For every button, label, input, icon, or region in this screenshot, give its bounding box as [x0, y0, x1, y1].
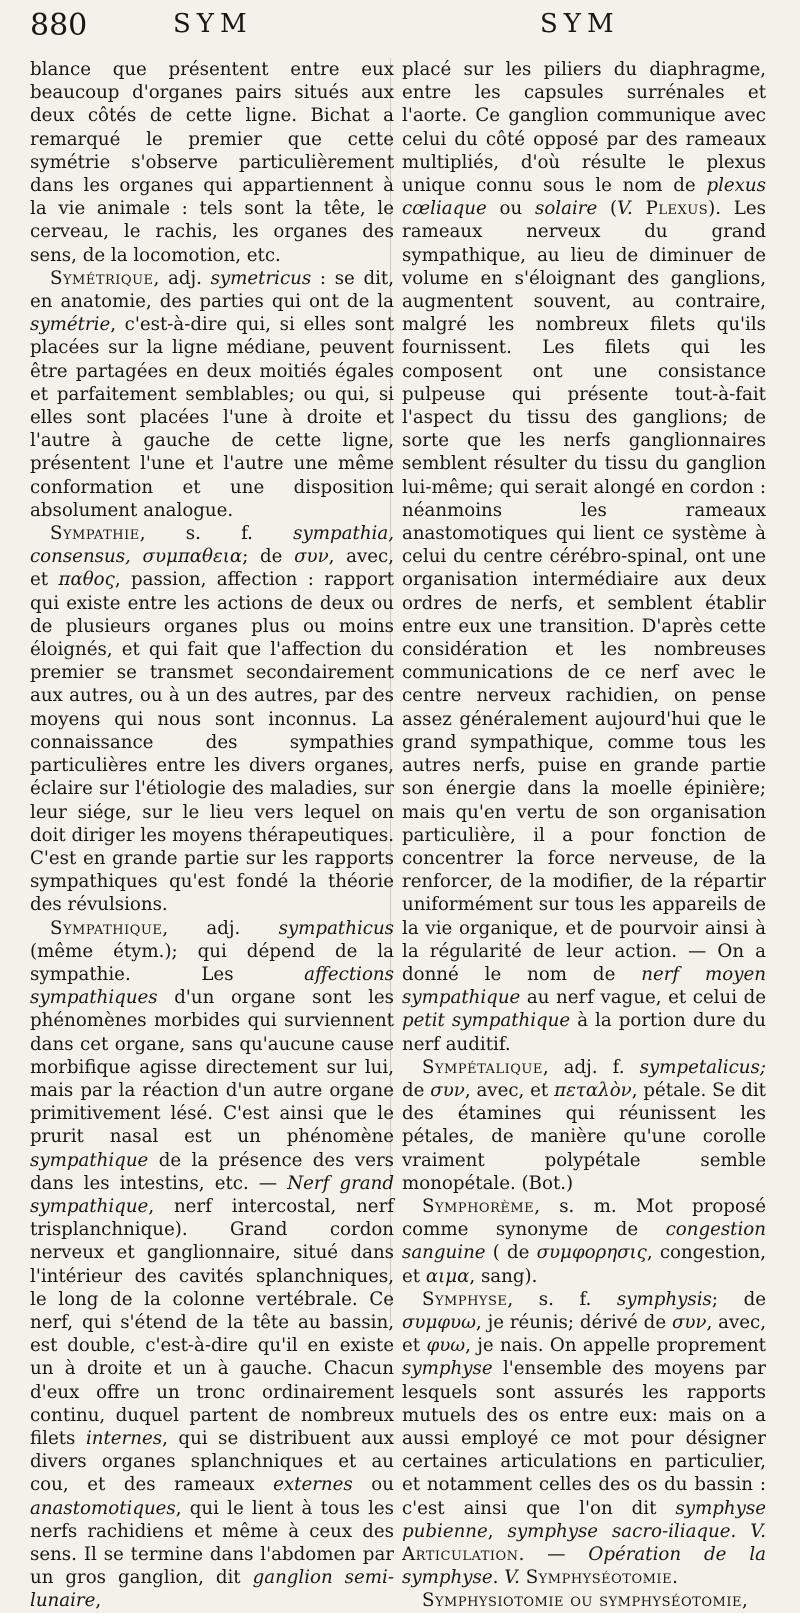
greek-term: συμπαθεια [142, 546, 243, 568]
italic-term: internes [85, 1427, 163, 1449]
italic-term: anastomotiques [30, 1497, 176, 1519]
latin-term: symphysis [616, 1288, 712, 1310]
page-number: 880 [30, 8, 88, 43]
greek-term: συν [294, 546, 329, 568]
entry-headword: Symphorème [422, 1195, 535, 1217]
latin-term: sympathia, consensus, [30, 523, 394, 568]
entry-symetrique: Symétrique, adj. symetricus : se dit, en anatomie, des parties qui ont de la symétrie, c'est-à-dire qui, si elles sont placées sur la ligne médiane, peuvent être partagées en deux moitiés égales et parfaitement semblables; ou qui, si elles sont placées l'une à droite et l'autre à gauche de cette ligne, présentent l'une et l'autre une même conformation et une disposition absolument analogue. [30, 267, 394, 521]
greek-term: φυω [426, 1335, 466, 1357]
italic-term: Nerf grand sympathique [30, 1172, 394, 1217]
cross-term: symétrie [30, 314, 111, 336]
italic-term: Opération de la symphyse [402, 1544, 766, 1589]
italic-term: congestion sanguine [402, 1219, 766, 1264]
entry-continuation: placé sur les piliers du diaphragme, entre les capsules surrénales et l'aorte. Ce ganglion communique avec celui du côté opposé par des rameaux multipliés, d'où résulte le plexus unique connu sous le nom de plexus cœliaque ou solaire (V. Plexus). Les rameaux nerveux du grand sympathique, au lieu de diminuer de volume en s'éloignant des ganglions, augmentent souvent, au contraire, malgré les nombreux filets qu'ils fournissent. Les filets qui les composent ont une consistance pulpeuse qui présente tout-à-fait l'aspect du tissu des ganglions; de sorte que les nerfs ganglionnaires semblent résulter du tissu du ganglion lui-même; qui serait alongé en cordon : néanmoins les rameaux anastomotiques qui lient ce système à celui du centre cérébro-spinal, ont une organisation intermédiaire aux deux ordres de nerfs, et semblent établir entre eux une transition. D'après cette considération et les nombreuses communications de ce nerf avec le centre nerveux rachidien, on pense assez généralement aujourd'hui que le grand sympathique, comme tous les autres nerfs, puise en grande partie son énergie dans la moelle épinière; mais qu'en vertu de son organisation particulière, il a pour fonction de concentrer la force nerveuse, de la renforcer, de la modifier, de la répartir uniformément sur tous les appareils de la vie organique, et de pourvoir ainsi à la régularité de leur action. — On a donné le nom de nerf moyen sympathique au nerf vague, et celui de petit sympathique à la portion dure du nerf auditif. [402, 59, 766, 1055]
italic-term: solaire [535, 198, 598, 220]
entry-symphyse: Symphyse, s. f. symphysis; de συμφυω, je réunis; dérivé de συν, avec, et φυω, je nais. On appelle proprement symphyse l'ensemble des moyens par lesquels sont assurés les rapports mutuels des os entre eux: mais on a aussi employé ce mot pour désigner certaines articulations en particulier, et notamment celles des os du bassin : c'est ainsi que l'on dit symphyse pubienne, symphyse sacro-iliaque. V. Articulation. — Opération de la symphyse. V. Symphyséotomie. [402, 1288, 766, 1589]
greek-term: συν [671, 1311, 707, 1333]
italic-term: symphyse pubienne [402, 1497, 766, 1542]
italic-term: externes [273, 1474, 353, 1496]
greek-term: αιμα [425, 1265, 470, 1287]
running-head-left: SYM [173, 9, 253, 39]
italic-term: ganglion semi-lunaire [30, 1567, 394, 1612]
entry-symphoreme: Symphorème, s. m. Mot proposé comme synonyme de congestion sanguine ( de συμφορησις, congestion, et αιμα, sang). [402, 1195, 766, 1287]
entry-symphysiotomie [402, 1589, 766, 1612]
latin-term: sympathicus [278, 917, 394, 939]
entry-text: blance que présentent entre eux beaucoup d'organes pairs situés aux deux côtés de cette ligne. Bichat a remarqué le premier que cette symétrie s'observe particulièrement dans les organes qui appartiennent à la vie animale : tels sont la tête, le cerveau, le rachis, les organes des sens, de la locomotion, etc. [30, 59, 394, 266]
italic-term: nerf moyen sympathique [402, 963, 766, 1009]
entry-sympathie: Sympathie, s. f. sympathia, consensus, συμπαθεια; de συν, avec, et παθος, passion, affection : rapport qui existe entre les actions de deux ou de plusieurs organes plus ou moins éloignés, et qui fait que l'affection du premier se transmet secondairement aux autres, ou à un des autres, par des moyens qui nous sont inconnus. La connaissance des sympathies particulières entre les divers organes, éclaire sur l'étiologie des maladies, sur leur siége, sur le lieu vers lequel on doit diriger les moyens thérapeutiques. C'est en grande partie sur les rapports sympathiques qu'est fondé la théorie des révulsions. [30, 523, 394, 916]
see-marker: V. [750, 1520, 766, 1542]
cross-reference: Plexus [645, 198, 709, 220]
italic-term: symphyse [402, 1358, 493, 1380]
greek-term: συμφορησις [536, 1242, 647, 1264]
greek-term: συμφυω [402, 1311, 476, 1333]
greek-term: συν [430, 1079, 465, 1101]
cross-reference: Symphyséotomie [525, 1567, 673, 1589]
greek-term: παθος [58, 569, 115, 591]
cross-reference: Articulation [402, 1544, 519, 1565]
entry-headword: Symphysiotomie ou symphyséotomie, [422, 1590, 749, 1612]
right-column [402, 58, 766, 1613]
entry-continuation [30, 58, 394, 267]
entry-headword: Symétrique [50, 267, 154, 289]
left-column [30, 58, 394, 1613]
running-head-right: SYM [540, 9, 620, 39]
italic-term: symphyse sacro-iliaque [507, 1520, 731, 1542]
latin-term: sympetalicus; [639, 1056, 766, 1078]
italic-term: affections sympathiques [30, 963, 394, 1009]
greek-term: πεταλὸν [554, 1079, 632, 1101]
italic-term: plexus cœliaque [402, 175, 766, 220]
entry-headword: Symphyse [422, 1288, 508, 1310]
italic-term: petit sympathique [402, 1010, 571, 1032]
entry-headword: Sympétalique [422, 1056, 543, 1078]
latin-term: symetricus [210, 267, 312, 289]
entry-headword: Sympathique [50, 917, 163, 939]
page-header [0, 0, 800, 52]
entry-sympetalique: Sympétalique, adj. f. sympetalicus; de συν, avec, et πεταλὸν, pétale. Se dit des étamines qui réunissent les pétales, de manière qu'une corolle vraiment polypétale semble monopétale. (Bot.) [402, 1056, 766, 1194]
entry-headword: Sympathie [50, 523, 140, 545]
italic-term: sympathique [30, 1149, 149, 1171]
see-marker: V. [504, 1567, 520, 1589]
see-marker: V. [617, 198, 633, 220]
entry-sympathique: Sympathique, adj. sympathicus (même étym.); qui dépend de la sympathie. Les affections sympathiques d'un organe sont les phénomènes morbides qui surviennent dans cet organe, sans qu'aucune cause morbifique agisse directement sur lui, mais par la réaction d'un autre organe primitivement lésé. C'est ainsi que le prurit nasal est un phénomène sympathique de la présence des vers dans les intestins, etc. — Nerf grand sympathique, nerf intercostal, nerf trisplanchnique). Grand cordon nerveux et ganglionnaire, situé dans l'intérieur des cavités splanchniques, le long de la colonne vertébrale. Ce nerf, qui s'étend de la tête au bassin, est double, c'est-à-dire qu'il en existe un à droite et un à gauche. Chacun d'eux offre un tronc ordinairement continu, duquel partent de nombreux filets internes, qui se distribuent aux divers organes splanchniques et au cou, et des rameaux externes ou anastomotiques, qui le lient à tous les nerfs rachidiens et même à ceux des sens. Il se termine dans l'abdomen par un gros ganglion, dit ganglion semi-lunaire, [30, 917, 394, 1612]
